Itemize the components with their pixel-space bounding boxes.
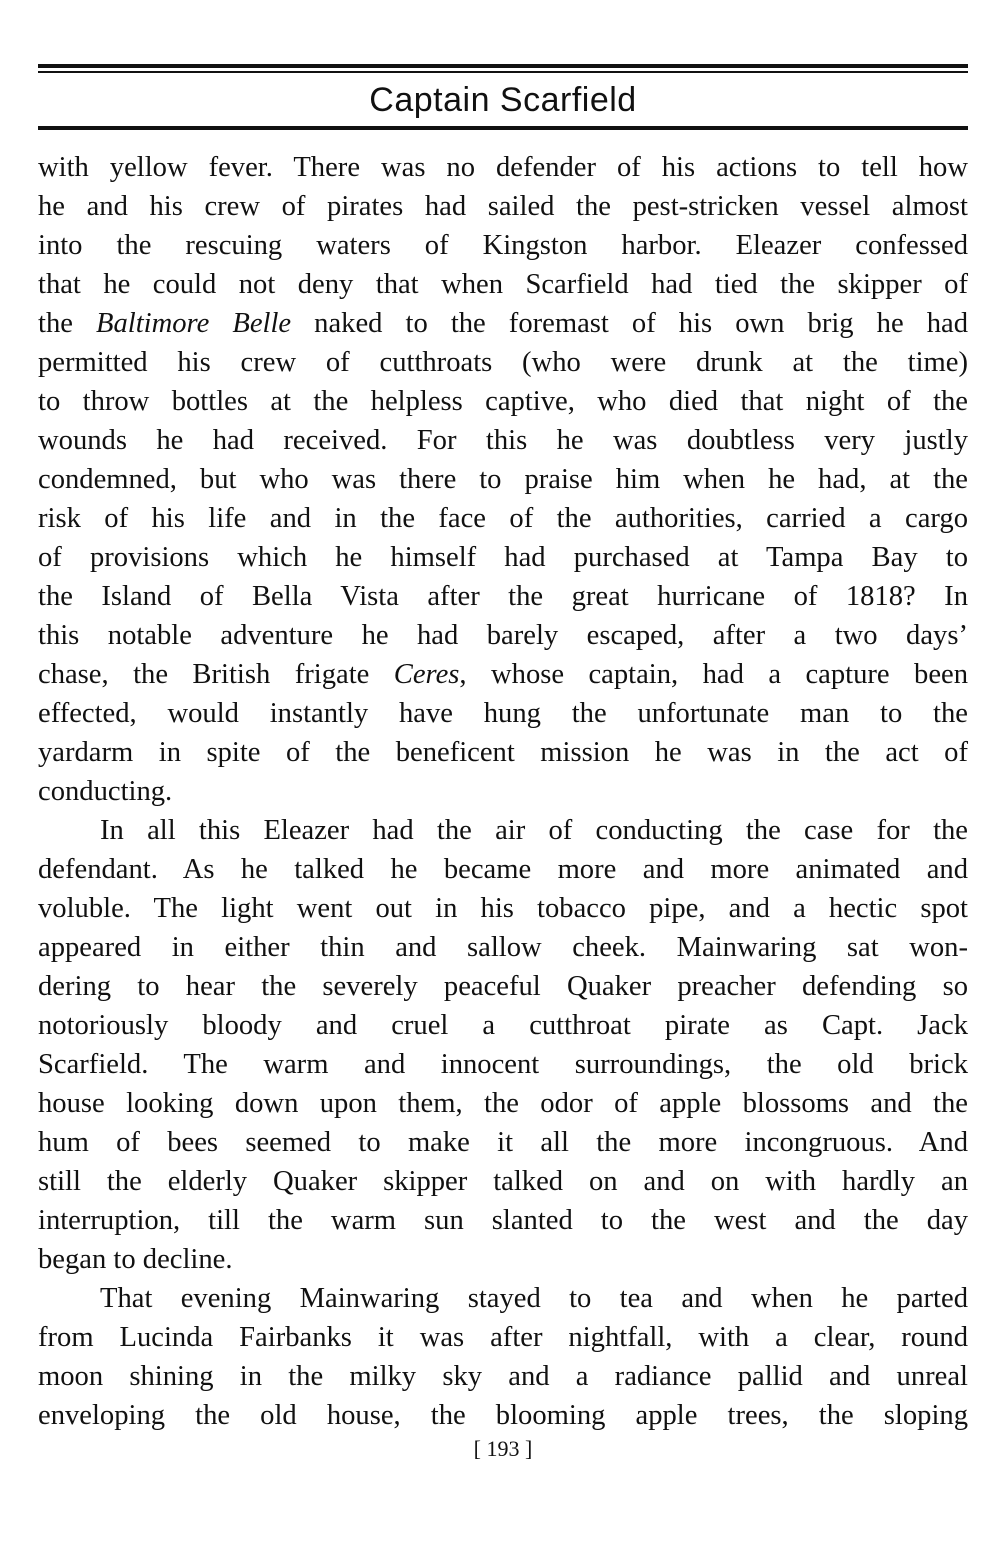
text-line-paragraph-start: That evening Mainwaring stayed to tea and when he parted: [100, 1283, 968, 1314]
text-line: condemned, but who was there to praise him when he had, at the: [38, 464, 968, 495]
text-run: naked to the foremast of his own brig he had: [291, 308, 968, 339]
text-line: from Lucinda Fairbanks it was after nightfall, with a clear, round: [38, 1322, 968, 1353]
text-line: [38, 655, 968, 694]
text-line: hum of bees seemed to make it all the more incongruous. And: [38, 1127, 968, 1158]
text-line: with yellow fever. There was no defender of his actions to tell how: [38, 152, 968, 183]
header-rule-bottom: [38, 126, 968, 130]
running-head: Captain Scarfield: [369, 81, 637, 119]
text-line: appeared in either thin and sallow cheek. Mainwaring sat won-: [38, 932, 968, 963]
text-line: defendant. As he talked he became more and more animated and: [38, 854, 968, 885]
text-line-paragraph-start: In all this Eleazer had the air of conducting the case for the: [100, 815, 968, 846]
text-line: that he could not deny that when Scarfield had tied the skipper of: [38, 269, 968, 300]
text-line: voluble. The light went out in his tobacco pipe, and a hectic spot: [38, 893, 968, 924]
text-line: of provisions which he himself had purchased at Tampa Bay to: [38, 542, 968, 573]
text-line: Scarfield. The warm and innocent surroundings, the old brick: [38, 1049, 968, 1080]
text-line: dering to hear the severely peaceful Quaker preacher defending so: [38, 971, 968, 1002]
header-rule-top-thick: [38, 64, 968, 68]
text-line-paragraph-end: conducting.: [38, 776, 173, 807]
text-line: yardarm in spite of the beneficent mission he was in the act of: [38, 737, 968, 768]
text-line: notoriously bloody and cruel a cutthroat pirate as Capt. Jack: [38, 1010, 968, 1041]
page-number: [ 193 ]: [473, 1436, 533, 1461]
text-run: , whose captain, had a capture been: [459, 659, 968, 690]
text-line: enveloping the old house, the blooming apple trees, the sloping: [38, 1400, 968, 1431]
text-line: moon shining in the milky sky and a radiance pallid and unreal: [38, 1361, 968, 1392]
text-line: effected, would instantly have hung the unfortunate man to the: [38, 698, 968, 729]
text-line: the Island of Bella Vista after the great hurricane of 1818? In: [38, 581, 968, 612]
text-line: this notable adventure he had barely escaped, after a two days’: [38, 620, 968, 651]
text-line: into the rescuing waters of Kingston harbor. Eleazer confessed: [38, 230, 968, 261]
text-run: chase, the British frigate: [38, 659, 394, 690]
text-line: risk of his life and in the face of the authorities, carried a cargo: [38, 503, 968, 534]
text-line: interruption, till the warm sun slanted to the west and the day: [38, 1205, 968, 1236]
text-line: house looking down upon them, the odor of apple blossoms and the: [38, 1088, 968, 1119]
text-line: permitted his crew of cutthroats (who were drunk at the time): [38, 347, 968, 378]
header-rule-top-thin: [38, 71, 968, 73]
body-text: [38, 148, 968, 1435]
text-line-paragraph-end: began to decline.: [38, 1244, 233, 1275]
text-line: he and his crew of pirates had sailed the pest-stricken vessel almost: [38, 191, 968, 222]
text-line: [38, 304, 968, 343]
ship-name-ceres: Ceres: [393, 659, 460, 690]
text-line: still the elderly Quaker skipper talked on and on with hardly an: [38, 1166, 968, 1197]
text-line: to throw bottles at the helpless captive, who died that night of the: [38, 386, 968, 417]
text-run: the: [38, 308, 96, 339]
ship-name-baltimore-belle: Baltimore Belle: [96, 308, 292, 339]
text-line: wounds he had received. For this he was doubtless very justly: [38, 425, 968, 456]
